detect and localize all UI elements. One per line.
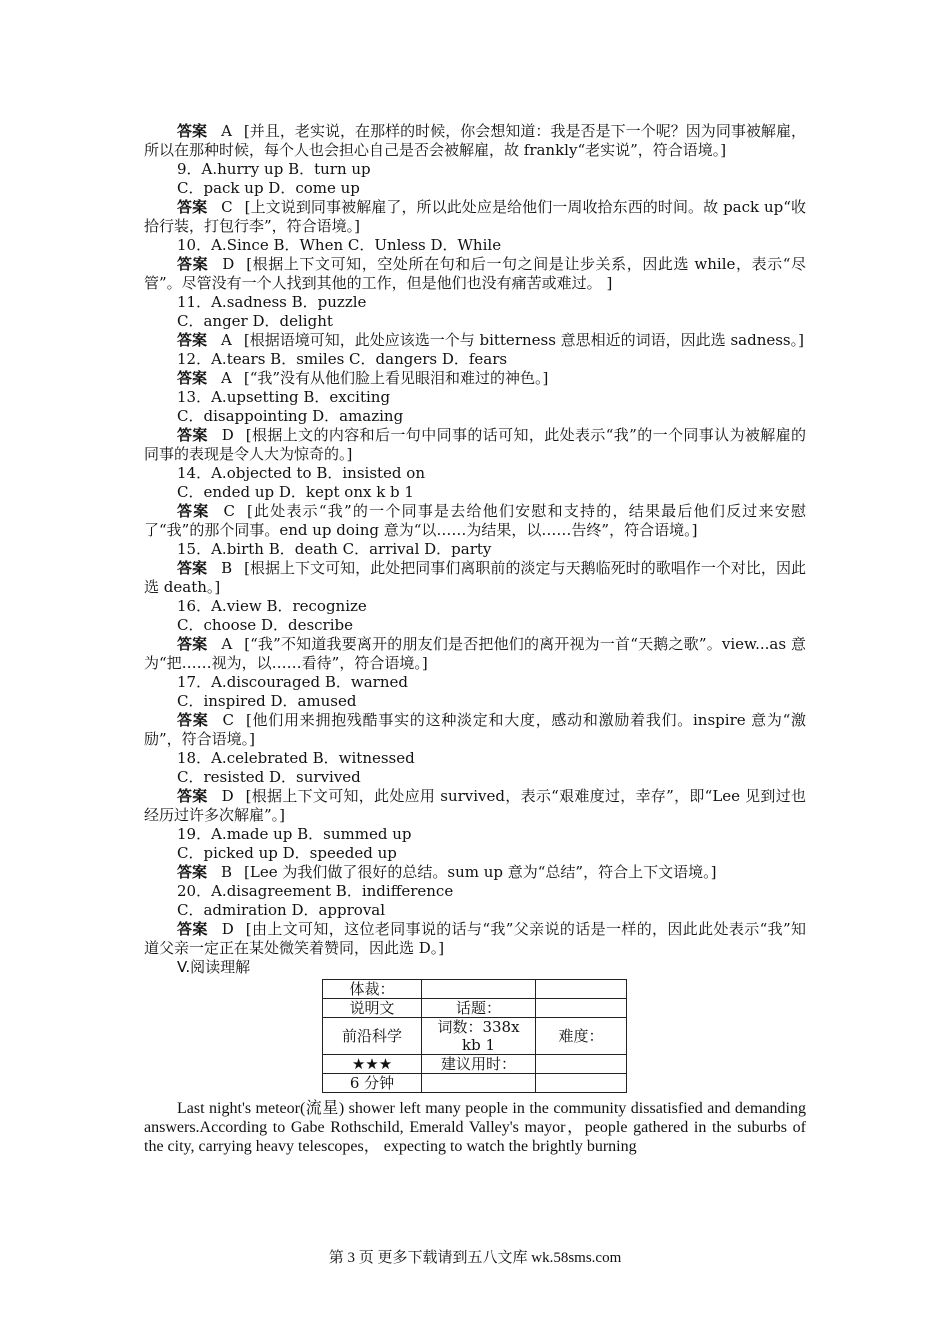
table-cell: 词数：338x kb 1 <box>422 1018 536 1055</box>
answer-letter: C <box>222 711 234 729</box>
answer-label: 答案 <box>177 331 208 349</box>
answer-label: 答案 <box>177 198 208 216</box>
table-cell <box>422 980 536 999</box>
answer-explanation <box>144 122 806 160</box>
question-options: C．admiration D．approval <box>177 901 386 919</box>
exercise-list <box>144 122 806 958</box>
reading-passage: Last night's meteor(流星) shower left many people in the community dissatisfied and demanding answers.According to Gabe Rothschild, Emerald Valley's mayor，people gathered in the suburbs of the city, carrying heavy telescopes， expecting to watch the brightly burning <box>144 1100 806 1155</box>
answer-explanation <box>144 426 806 464</box>
answer-label: 答案 <box>177 502 210 520</box>
table-row <box>323 1018 627 1055</box>
answer-explanation <box>144 920 806 958</box>
table-cell: 话题： <box>422 999 536 1018</box>
answer-letter: C <box>223 502 235 520</box>
question-options: 20．A.disagreement B．indifference <box>177 882 454 900</box>
answer-letter: D <box>221 787 234 805</box>
question-options: 11．A.sadness B．puzzle <box>177 293 367 311</box>
answer-explanation <box>144 502 806 540</box>
page-footer: 第 3 页 更多下载请到五八文库 wk.58sms.com <box>328 1250 622 1266</box>
answer-letter: D <box>221 426 234 444</box>
answer-letter: D <box>221 920 234 938</box>
question-options: 18．A.celebrated B．witnessed <box>177 749 415 767</box>
answer-text: [根据上文的内容和后一句中同事的话可知，此处表示“我”的一个同事认为被解雇的同事的表现是令人大为惊奇的。] <box>144 426 806 463</box>
answer-letter: C <box>221 198 233 216</box>
question-options: 14．A.objected to B．insisted on <box>177 464 425 482</box>
answer-explanation <box>144 331 806 350</box>
table-cell <box>536 999 627 1018</box>
answer-explanation <box>144 559 806 597</box>
answer-text: [他们用来拥抱残酷事实的这种淡定和大度，感动和激励着我们。inspire 意为“激励”，符合语境。] <box>144 711 806 748</box>
question-options: 12．A.tears B．smiles C．dangers D．fears <box>177 350 508 368</box>
answer-explanation <box>144 369 806 388</box>
table-cell <box>536 1074 627 1093</box>
question-options: C．choose D．describe <box>177 616 353 634</box>
question-options: 13．A.upsetting B．exciting <box>177 388 391 406</box>
table-row <box>323 1055 627 1074</box>
section-heading: V.阅读理解 <box>177 958 251 976</box>
answer-label: 答案 <box>177 711 209 729</box>
answer-label: 答案 <box>177 559 208 577</box>
question-options: C．anger D．delight <box>177 312 333 330</box>
table-cell: 说明文 <box>323 999 422 1018</box>
passage-info-table <box>322 979 627 1093</box>
table-cell: ★★★ <box>323 1055 422 1074</box>
answer-label: 答案 <box>177 920 208 938</box>
answer-text: [由上文可知，这位老同事说的话与“我”父亲说的话是一样的，因此此处表示“我”知道父亲一定正在某处微笑着赞同，因此选 D。] <box>144 920 806 957</box>
answer-text: [并且，老实说，在那样的时候，你会想知道：我是否是下一个呢？因为同事被解雇，所以在那种时候，每个人也会担心自己是否会被解雇，故 frankly“老实说”，符合语境。] <box>144 122 806 159</box>
answer-explanation <box>144 635 806 673</box>
question-options: C．resisted D．survived <box>177 768 361 786</box>
table-row <box>323 999 627 1018</box>
page-body <box>144 122 806 1156</box>
table-row <box>323 980 627 999</box>
question-options: C．pack up D．come up <box>177 179 360 197</box>
question-options: C．ended up D．kept onx k b 1 <box>177 483 414 501</box>
answer-text: [“我”不知道我要离开的朋友们是否把他们的离开视为一首“天鹅之歌”。view...as 意为“把……视为，以……看待”，符合语境。] <box>144 635 806 672</box>
question-options: C．picked up D．speeded up <box>177 844 397 862</box>
answer-letter: B <box>221 559 233 577</box>
answer-label: 答案 <box>177 635 208 653</box>
answer-text: [根据上下文可知，空处所在句和后一句之间是让步关系，因此选 while，表示“尽管”。尽管没有一个人找到其他的工作，但是他们也没有痛苦或难过。 ] <box>144 255 806 292</box>
answer-text: [上文说到同事被解雇了，所以此处应是给他们一周收拾东西的时间。故 pack up“收拾行装，打包行李”，符合语境。] <box>144 198 806 235</box>
answer-letter: D <box>222 255 235 273</box>
answer-letter: A <box>221 369 232 387</box>
table-cell <box>536 1055 627 1074</box>
answer-text: [Lee 为我们做了很好的总结。sum up 意为“总结”，符合上下文语境。] <box>244 863 717 881</box>
answer-explanation <box>144 198 806 236</box>
table-cell <box>422 1074 536 1093</box>
table-cell: 体裁： <box>323 980 422 999</box>
question-options: C．disappointing D．amazing <box>177 407 404 425</box>
answer-letter: B <box>221 863 233 881</box>
answer-explanation <box>144 711 806 749</box>
table-cell <box>536 980 627 999</box>
table-row <box>323 1074 627 1093</box>
table-cell: 难度： <box>536 1018 627 1055</box>
answer-label: 答案 <box>177 787 208 805</box>
question-options: 17．A.discouraged B．warned <box>177 673 408 691</box>
question-options: 16．A.view B．recognize <box>177 597 367 615</box>
question-options: 15．A.birth B．death C．arrival D．party <box>177 540 492 558</box>
answer-text: [根据上下文可知，此处应用 survived，表示“艰难度过，幸存”，即“Lee 见到过也经历过许多次解雇”。] <box>144 787 806 824</box>
answer-text: [“我”没有从他们脸上看见眼泪和难过的神色。] <box>243 369 549 387</box>
table-cell: 前沿科学 <box>323 1018 422 1055</box>
answer-text: [根据上下文可知，此处把同事们离职前的淡定与天鹅临死时的歌唱作一个对比，因此选 death。] <box>144 559 806 596</box>
question-options: 19．A.made up B．summed up <box>177 825 412 843</box>
question-options: C．inspired D．amused <box>177 692 357 710</box>
answer-explanation <box>144 787 806 825</box>
answer-letter: A <box>221 122 232 140</box>
answer-text: [根据语境可知，此处应该选一个与 bitterness 意思相近的词语，因此选 sadness。] <box>243 331 804 349</box>
answer-explanation <box>144 863 806 882</box>
answer-label: 答案 <box>177 369 208 387</box>
answer-letter: A <box>221 635 233 653</box>
answer-label: 答案 <box>177 122 208 140</box>
answer-text: [此处表示“我”的一个同事是去给他们安慰和支持的，结果最后他们反过来安慰了“我”的那个同事。end up doing 意为“以……为结果，以……告终”，符合语境。] <box>144 502 806 539</box>
answer-label: 答案 <box>177 426 208 444</box>
table-cell: 建议用时： <box>422 1055 536 1074</box>
answer-letter: A <box>221 331 232 349</box>
answer-label: 答案 <box>177 255 209 273</box>
answer-label: 答案 <box>177 863 208 881</box>
question-options: 9．A.hurry up B．turn up <box>177 160 371 178</box>
question-options: 10．A.Since B．When C．Unless D．While <box>177 236 502 254</box>
answer-explanation <box>144 255 806 293</box>
table-cell: 6 分钟 <box>323 1074 422 1093</box>
